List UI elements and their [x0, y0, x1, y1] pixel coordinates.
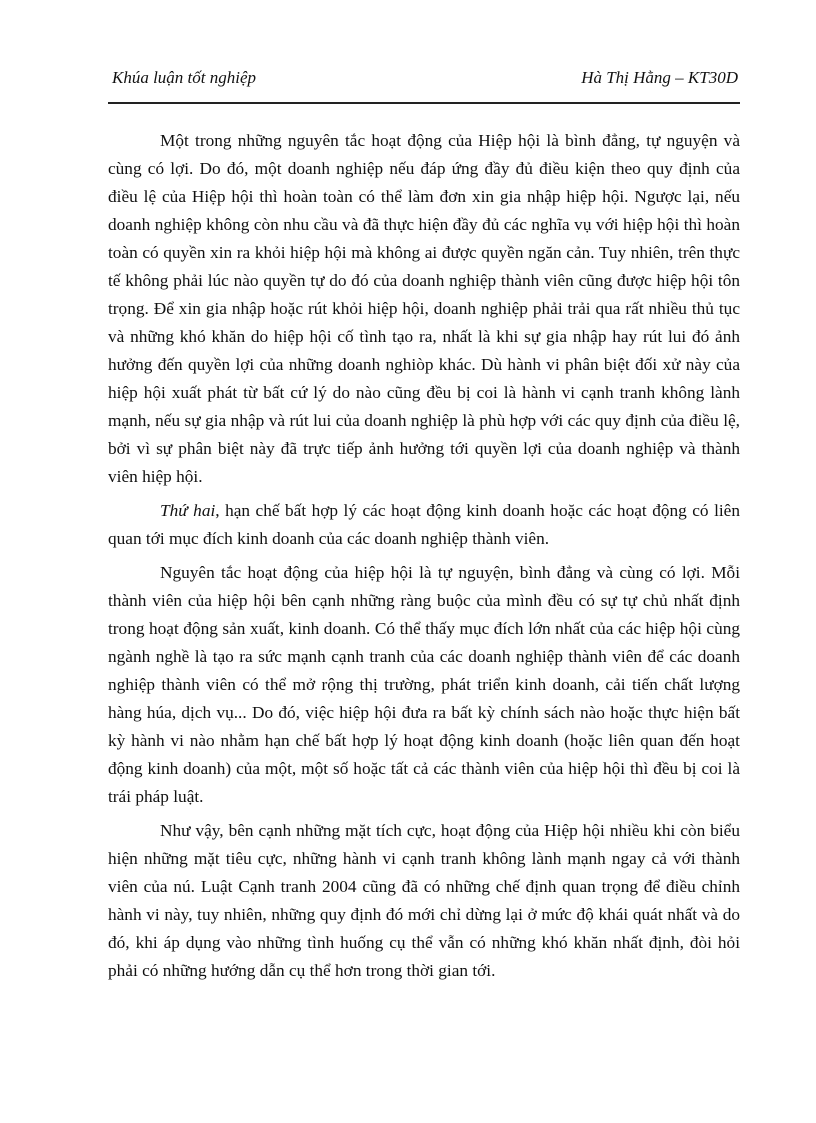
page-header — [108, 66, 740, 104]
paragraph-3-text: Nguyên tắc hoạt động của hiệp hội là tự nguyện, bình đẳng và cùng có lợi. Mỗi thành viên của hiệp hội bên cạnh những ràng buộc của mình đều có sự tự chủ nhất định trong hoạt động sản xuất, kinh doanh. Có thể thấy mục đích lớn nhất của các hiệp hội cùng ngành nghề là tạo ra sức mạnh cạnh tranh của các doanh nghiệp thành viên để các doanh nghiệp thành viên có thể mở rộng thị trường, phát triển kinh doanh, cải tiến chất lượng hàng húa, dịch vụ... Do đó, việc hiệp hội đưa ra bất kỳ chính sách nào hoặc thực hiện bất kỳ hành vi nào nhằm hạn chế bất hợp lý hoạt động kinh doanh (hoặc liên quan đến hoạt động kinh doanh) của một, một số hoặc tất cả các thành viên của hiệp hội thì đều bị coi là trái pháp luật. — [108, 563, 740, 806]
paragraph-4 — [108, 817, 740, 985]
document-body — [108, 127, 740, 991]
paragraph-2-text: , hạn chế bất hợp lý các hoạt động kinh doanh hoặc các hoạt động có liên quan tới mục đích kinh doanh của các doanh nghiệp thành viên. — [108, 501, 740, 548]
paragraph-1 — [108, 127, 740, 491]
paragraph-2-lead: Thứ hai — [160, 501, 216, 520]
header-thesis-title: Khúa luận tốt nghiệp — [112, 68, 257, 87]
paragraph-2 — [108, 497, 740, 553]
paragraph-1-text: Một trong những nguyên tắc hoạt động của Hiệp hội là bình đẳng, tự nguyện và cùng có lợi. Do đó, một doanh nghiệp nếu đáp ứng đầy đủ điều kiện theo quy định của điều lệ của Hiệp hội thì hoàn toàn có thể làm đơn xin gia nhập hiệp hội. Ngược lại, nếu doanh nghiệp không còn nhu cầu và đã thực hiện đầy đủ các nghĩa vụ với hiệp hội thì hoàn toàn có quyền xin ra khỏi hiệp hội mà không ai được quyền ngăn cản. Tuy nhiên, trên thực tế không phải lúc nào quyền tự do đó của doanh nghiệp thành viên cũng được hiệp hội tôn trọng. Để xin gia nhập hoặc rút khỏi hiệp hội, doanh nghiệp phải trải qua rất nhiều thủ tục và những khó khăn do hiệp hội cố tình tạo ra, nhất là khi sự gia nhập hay rút lui đó ảnh hưởng đến quyền lợi của những doanh nghiòp khác. Dù hành vi phân biệt đối xử này của hiệp hội xuất phát từ bất cứ lý do nào cũng đều bị coi là hành vi cạnh tranh không lành mạnh, nếu sự gia nhập và rút lui của doanh nghiệp là phù hợp với các quy định của điều lệ, bởi vì sự phân biệt này đã trực tiếp ảnh hưởng tới quyền lợi của doanh nghiệp và thành viên hiệp hội. — [108, 131, 740, 486]
paragraph-3 — [108, 559, 740, 811]
header-author: Hà Thị Hằng – KT30D — [581, 68, 738, 87]
paragraph-4-text: Như vậy, bên cạnh những mặt tích cực, hoạt động của Hiệp hội nhiều khi còn biểu hiện những mặt tiêu cực, những hành vi cạnh tranh không lành mạnh ngay cả với thành viên của nú. Luật Cạnh tranh 2004 cũng đã có những chế định quan trọng để điều chỉnh hành vi này, tuy nhiên, những quy định đó mới chỉ dừng lại ở mức độ khái quát nhất và do đó, khi áp dụng vào những tình huống cụ thể vẫn có những khó khăn nhất định, đòi hỏi phải có những hướng dẫn cụ thể hơn trong thời gian tới. — [108, 821, 740, 980]
